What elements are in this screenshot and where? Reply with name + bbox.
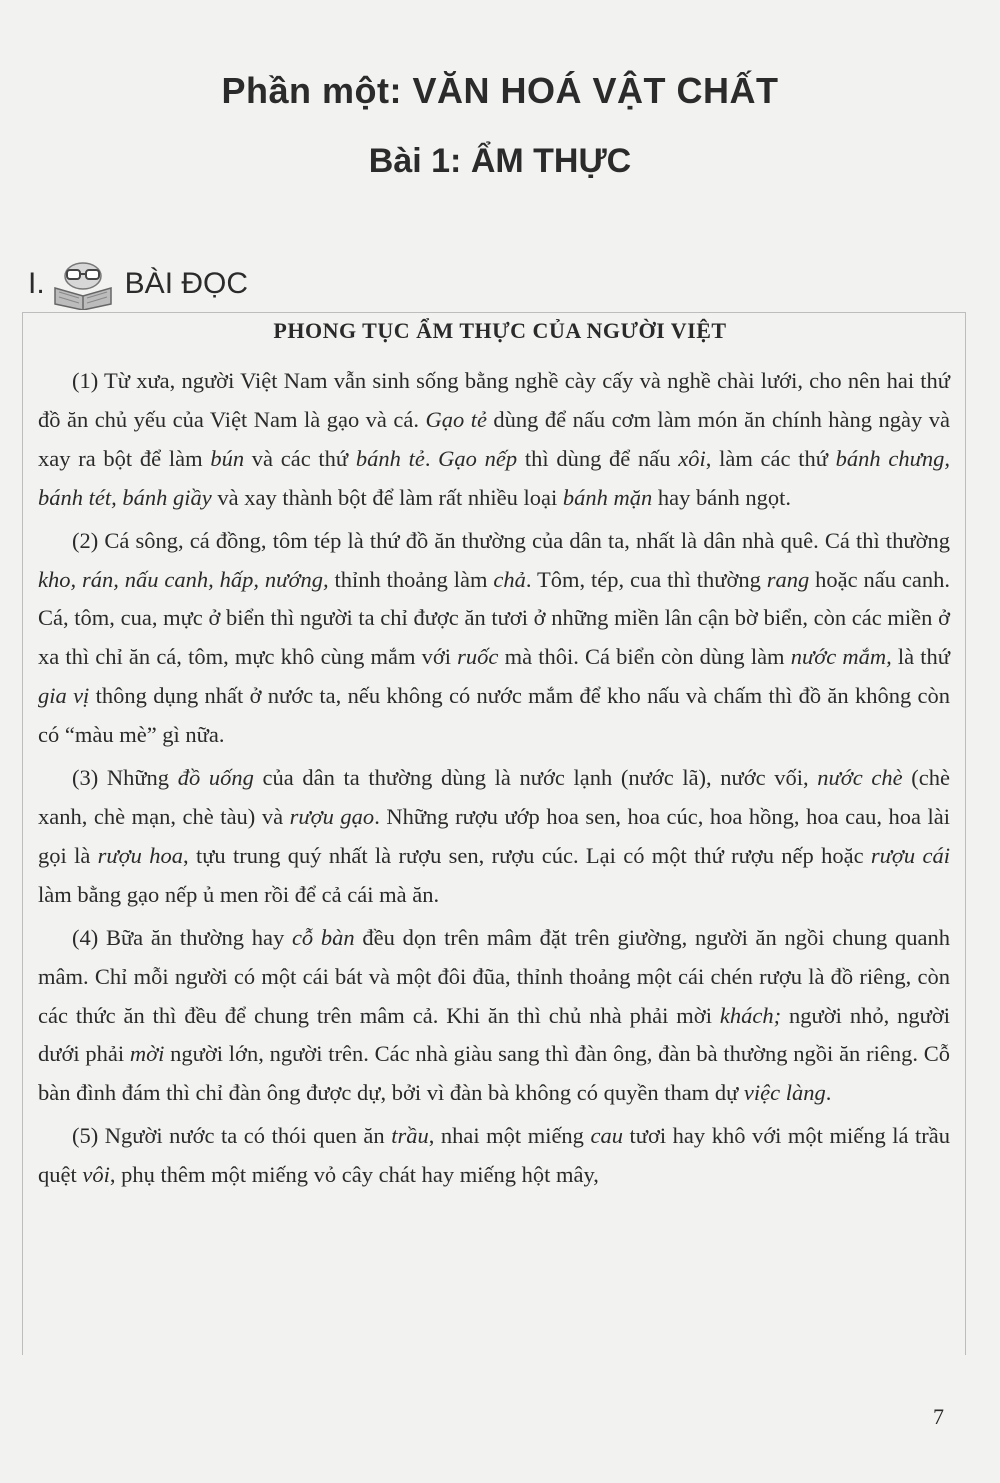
text-run: hay bánh ngọt. [652, 484, 791, 510]
italic-term: kho, rán, nấu canh, hấp, nướng, [38, 566, 329, 592]
italic-term: vôi [82, 1162, 110, 1188]
lesson-title: Bài 1: ẨM THỰC [368, 142, 632, 180]
text-run: dùng để nấu cơm làm món ăn chính hàng ngày và xay ra bột để làm [38, 406, 950, 471]
italic-term: nước chè [817, 765, 903, 791]
page-number: 7 [933, 1404, 944, 1429]
italic-term: cau [590, 1123, 623, 1149]
text-run: . Tôm, tép, cua thì thường [525, 566, 767, 592]
text-run: thỉnh thoảng làm [328, 566, 494, 592]
italic-term: xôi [678, 445, 706, 471]
italic-term: bánh tẻ [355, 445, 425, 471]
italic-term: bún [210, 445, 245, 471]
italic-term: việc làng [743, 1080, 826, 1106]
italic-term: trầu [391, 1123, 429, 1149]
section-number: I. [28, 267, 45, 300]
italic-term: Gạo tẻ [425, 406, 487, 432]
text-run: làm bằng gạo nếp ủ men rồi để cả cái mà ăn. [38, 881, 440, 907]
paragraph-3 [38, 759, 950, 915]
text-run: đều dọn trên mâm đặt trên giường, người ăn ngồi chung quanh mâm. Chỉ mỗi người có một cái bát và một đôi đũa, thỉnh thoảng một cái chén rượu là đồ riêng, còn các thức ăn thì đều để chung trên mâm cả. Khi ăn thì chủ nhà phải mời [38, 924, 950, 1028]
italic-term: bánh mặn [562, 484, 653, 510]
text-run: mà thôi. Cá biển còn dùng làm [498, 644, 791, 670]
text-run: , nhai một miếng [428, 1123, 591, 1149]
text-run: (chè xanh, chè mạn, chè tàu) và [38, 765, 951, 829]
text-run: của dân ta thường dùng là nước lạnh (nước lã), nước vối, [253, 765, 818, 791]
paragraph-4 [38, 919, 950, 1114]
italic-term: bánh chưng, bánh tét, bánh giầy [38, 445, 950, 510]
text-run: và xay thành bột để làm rất nhiều loại [211, 484, 563, 510]
text-run: thì dùng để nấu [517, 445, 679, 471]
text-run: là thứ [891, 644, 951, 670]
text-run: (3) Những [72, 765, 178, 791]
text-run: . [424, 445, 439, 471]
text-run: , phụ thêm một miếng vỏ cây chát hay miếng hột mây, [109, 1162, 599, 1188]
italic-term: rượu cái [870, 842, 950, 868]
italic-term: rượu hoa [97, 842, 183, 868]
part-title: Phần một: VĂN HOÁ VẬT CHẤT [221, 70, 779, 111]
italic-term: khách; [719, 1002, 782, 1028]
italic-term: nước mắm, [790, 644, 892, 670]
italic-term: gia vị [38, 683, 90, 709]
italic-term: rượu gạo [289, 803, 375, 829]
text-run: , tựu trung quý nhất là rượu sen, rượu cúc. Lại có một thứ rượu nếp hoặc [183, 842, 871, 868]
text-run: và các thứ [244, 445, 356, 471]
reading-title: PHONG TỤC ẨM THỰC CỦA NGƯỜI VIỆT [273, 318, 727, 343]
reading-text [38, 362, 950, 1199]
text-run: . [825, 1080, 832, 1106]
text-run: (2) Cá sông, cá đồng, tôm tép là thứ đồ ăn thường của dân ta, nhất là dân nhà quê. Cá thì thường [72, 527, 950, 553]
italic-term: cỗ bàn [291, 924, 355, 950]
paragraph-5 [38, 1117, 950, 1195]
text-run: (1) Từ xưa, người Việt Nam vẫn sinh sống bằng nghề cày cấy và nghề chài lưới, cho nên hai thứ đồ ăn chủ yếu của Việt Nam là gạo và cá. [38, 368, 950, 432]
paragraph-1 [38, 362, 950, 518]
text-run: thông dụng nhất ở nước ta, nếu không có nước mắm để kho nấu và chấm thì đồ ăn không còn có “màu mè” gì nữa. [38, 683, 950, 748]
italic-term: rang [766, 566, 810, 592]
text-run: người nhỏ, người dưới phải [38, 1002, 950, 1067]
open-book-with-glasses-icon [51, 258, 115, 310]
text-run: hoặc nấu canh. Cá, tôm, cua, mực ở biển thì người ta chỉ được ăn tươi ở những miền lân cận bờ biển, còn các miền ở xa thì chỉ ăn cá, tôm, mực khô cùng mắm với [38, 566, 951, 670]
italic-term: Gạo nếp [438, 445, 518, 471]
text-run: . Những rượu ướp hoa sen, hoa cúc, hoa hồng, hoa cau, hoa lài gọi là [38, 803, 951, 868]
italic-term: đồ uống [177, 765, 254, 791]
text-run: , làm các thứ [705, 445, 836, 471]
text-run: (4) Bữa ăn thường hay [72, 924, 292, 950]
section-label: BÀI ĐỌC [124, 267, 249, 300]
text-run: người lớn, người trên. Các nhà giàu sang thì đàn ông, đàn bà thường ngồi ăn riêng. Cỗ bàn đình đám thì chỉ đàn ông được dự, bởi vì đàn bà không có quyền tham dự [38, 1041, 950, 1106]
italic-term: mời [129, 1041, 165, 1067]
text-run: (5) Người nước ta có thói quen ăn [72, 1123, 392, 1149]
paragraph-2 [38, 522, 950, 755]
section-heading [28, 258, 248, 310]
italic-term: chả [493, 566, 526, 592]
italic-term: ruốc [457, 644, 499, 670]
text-run: tươi hay khô với một miếng lá trầu quệt [38, 1123, 951, 1188]
